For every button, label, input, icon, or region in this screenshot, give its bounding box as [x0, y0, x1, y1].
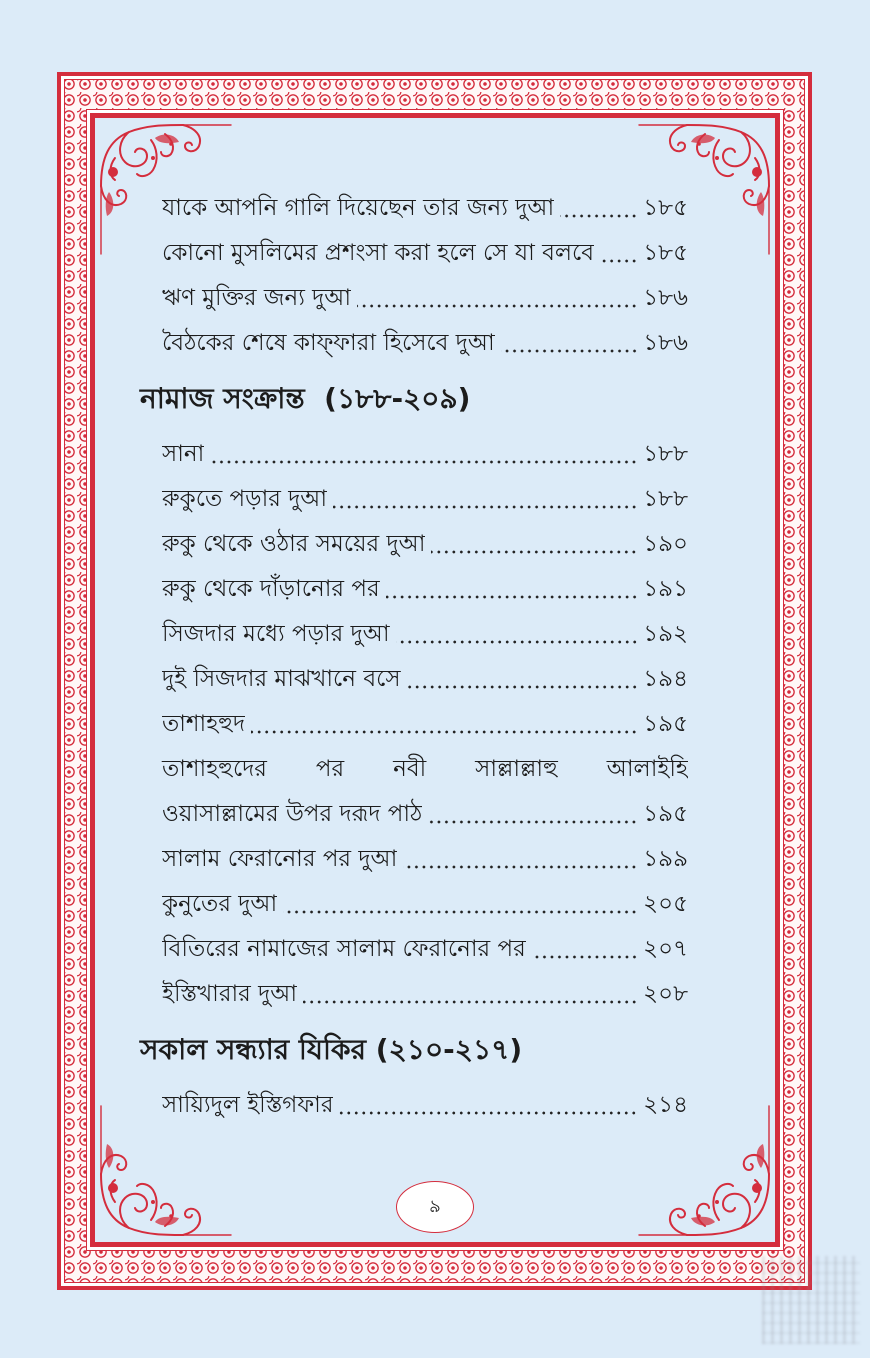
toc-entry-title-line2: ওয়াসাল্লামের উপর দরূদ পাঠ [162, 801, 423, 827]
toc-entry-page: ১৯০ [643, 531, 688, 557]
toc-entry [140, 321, 688, 366]
toc-entry-page: ১৯২ [643, 621, 688, 647]
toc-entry-page: ২০৫ [643, 891, 688, 917]
toc-entry [140, 792, 688, 837]
dot-leader [428, 820, 638, 824]
dot-leader [357, 304, 638, 308]
toc-entry-title: রুকু থেকে দাঁড়ানোর পর [162, 576, 380, 602]
toc-entry [140, 477, 688, 522]
toc-entry-title: কোনো মুসলিমের প্রশংসা করা হলে সে যা বলবে [162, 240, 595, 266]
toc-entry [140, 882, 688, 927]
scan-artifact [762, 1256, 860, 1344]
table-of-contents [140, 186, 688, 1128]
dot-leader [600, 259, 638, 263]
toc-entry [140, 927, 688, 972]
dot-leader [210, 460, 638, 464]
dot-leader [386, 595, 638, 599]
toc-entry [140, 657, 688, 702]
toc-entry-page: ১৮৬ [643, 330, 688, 356]
toc-entry-page: ১৮৬ [643, 285, 688, 311]
toc-entry-title: বৈঠকের শেষে কাফ্‌ফারা হিসেবে দুআ [162, 330, 495, 356]
dot-leader [251, 730, 638, 734]
toc-entry-title: সায়্যিদুল ইস্তিগফার [162, 1092, 334, 1118]
toc-entry-title: কুনুতের দুআ [162, 891, 278, 917]
toc-entry-title: সিজদার মধ্যে পড়ার দুআ [162, 621, 390, 647]
toc-entry [140, 1083, 688, 1128]
dot-leader [303, 1000, 638, 1004]
toc-entry-page: ১৯৫ [643, 711, 688, 737]
dot-leader [431, 550, 638, 554]
toc-entry [140, 186, 688, 231]
toc-entry [140, 276, 688, 321]
toc-entry [140, 432, 688, 477]
toc-entry [140, 972, 688, 1017]
toc-entry-title: সানা [162, 441, 205, 467]
toc-entry-page: ১৮৫ [643, 240, 688, 266]
section-heading-namaz: নামাজ সংক্রান্ত (১৮৮-২০৯) [140, 382, 471, 415]
dot-leader [333, 505, 638, 509]
dot-leader [560, 214, 638, 218]
toc-entry-title: তাশাহহুদ [162, 711, 246, 737]
toc-entry-page: ১৮৫ [643, 195, 688, 221]
toc-entry-page: ১৯৪ [643, 666, 688, 692]
toc-entry-multiline [140, 747, 688, 837]
toc-entry-page: ২১৪ [643, 1092, 688, 1118]
toc-entry-title: ঋণ মুক্তির জন্য দুআ [162, 285, 352, 311]
dot-leader [396, 640, 638, 644]
toc-entry-page: ১৮৮ [643, 486, 688, 512]
toc-entry [140, 567, 688, 612]
toc-entry [140, 612, 688, 657]
dot-leader [403, 865, 638, 869]
dot-leader [501, 349, 638, 353]
page-number: ৯ [396, 1181, 474, 1233]
toc-entry [140, 231, 688, 276]
toc-entry-title: ইস্তিখারার দুআ [162, 981, 298, 1007]
toc-entry-title: রুকুতে পড়ার দুআ [162, 486, 328, 512]
toc-entry-title: বিতিরের নামাজের সালাম ফেরানোর পর [162, 936, 526, 962]
toc-entry-page: ১৯১ [643, 576, 688, 602]
dot-leader [339, 1111, 638, 1115]
toc-entry-title: রুকু থেকে ওঠার সময়ের দুআ [162, 531, 426, 557]
toc-entry-page: ২০৮ [643, 981, 688, 1007]
toc-entry [140, 837, 688, 882]
toc-entry-page: ২০৭ [643, 936, 688, 962]
toc-entry [140, 522, 688, 567]
toc-entry-page: ১৮৮ [643, 441, 688, 467]
toc-entry-title-line1: তাশাহহুদের পর নবী সাল্লাল্লাহু আলাইহি [162, 756, 688, 782]
toc-entry-title: দুই সিজদার মাঝখানে বসে [162, 666, 401, 692]
toc-entry [140, 702, 688, 747]
dot-leader [532, 955, 638, 959]
section-heading-morning-evening: সকাল সন্ধ্যার যিকির (২১০-২১৭) [140, 1033, 523, 1066]
toc-entry-title: যাকে আপনি গালি দিয়েছেন তার জন্য দুআ [162, 195, 555, 221]
dot-leader [283, 910, 638, 914]
toc-entry-page: ১৯৯ [643, 846, 688, 872]
dot-leader [407, 685, 638, 689]
toc-entry-title: সালাম ফেরানোর পর দুআ [162, 846, 398, 872]
toc-entry-page: ১৯৫ [643, 801, 688, 827]
